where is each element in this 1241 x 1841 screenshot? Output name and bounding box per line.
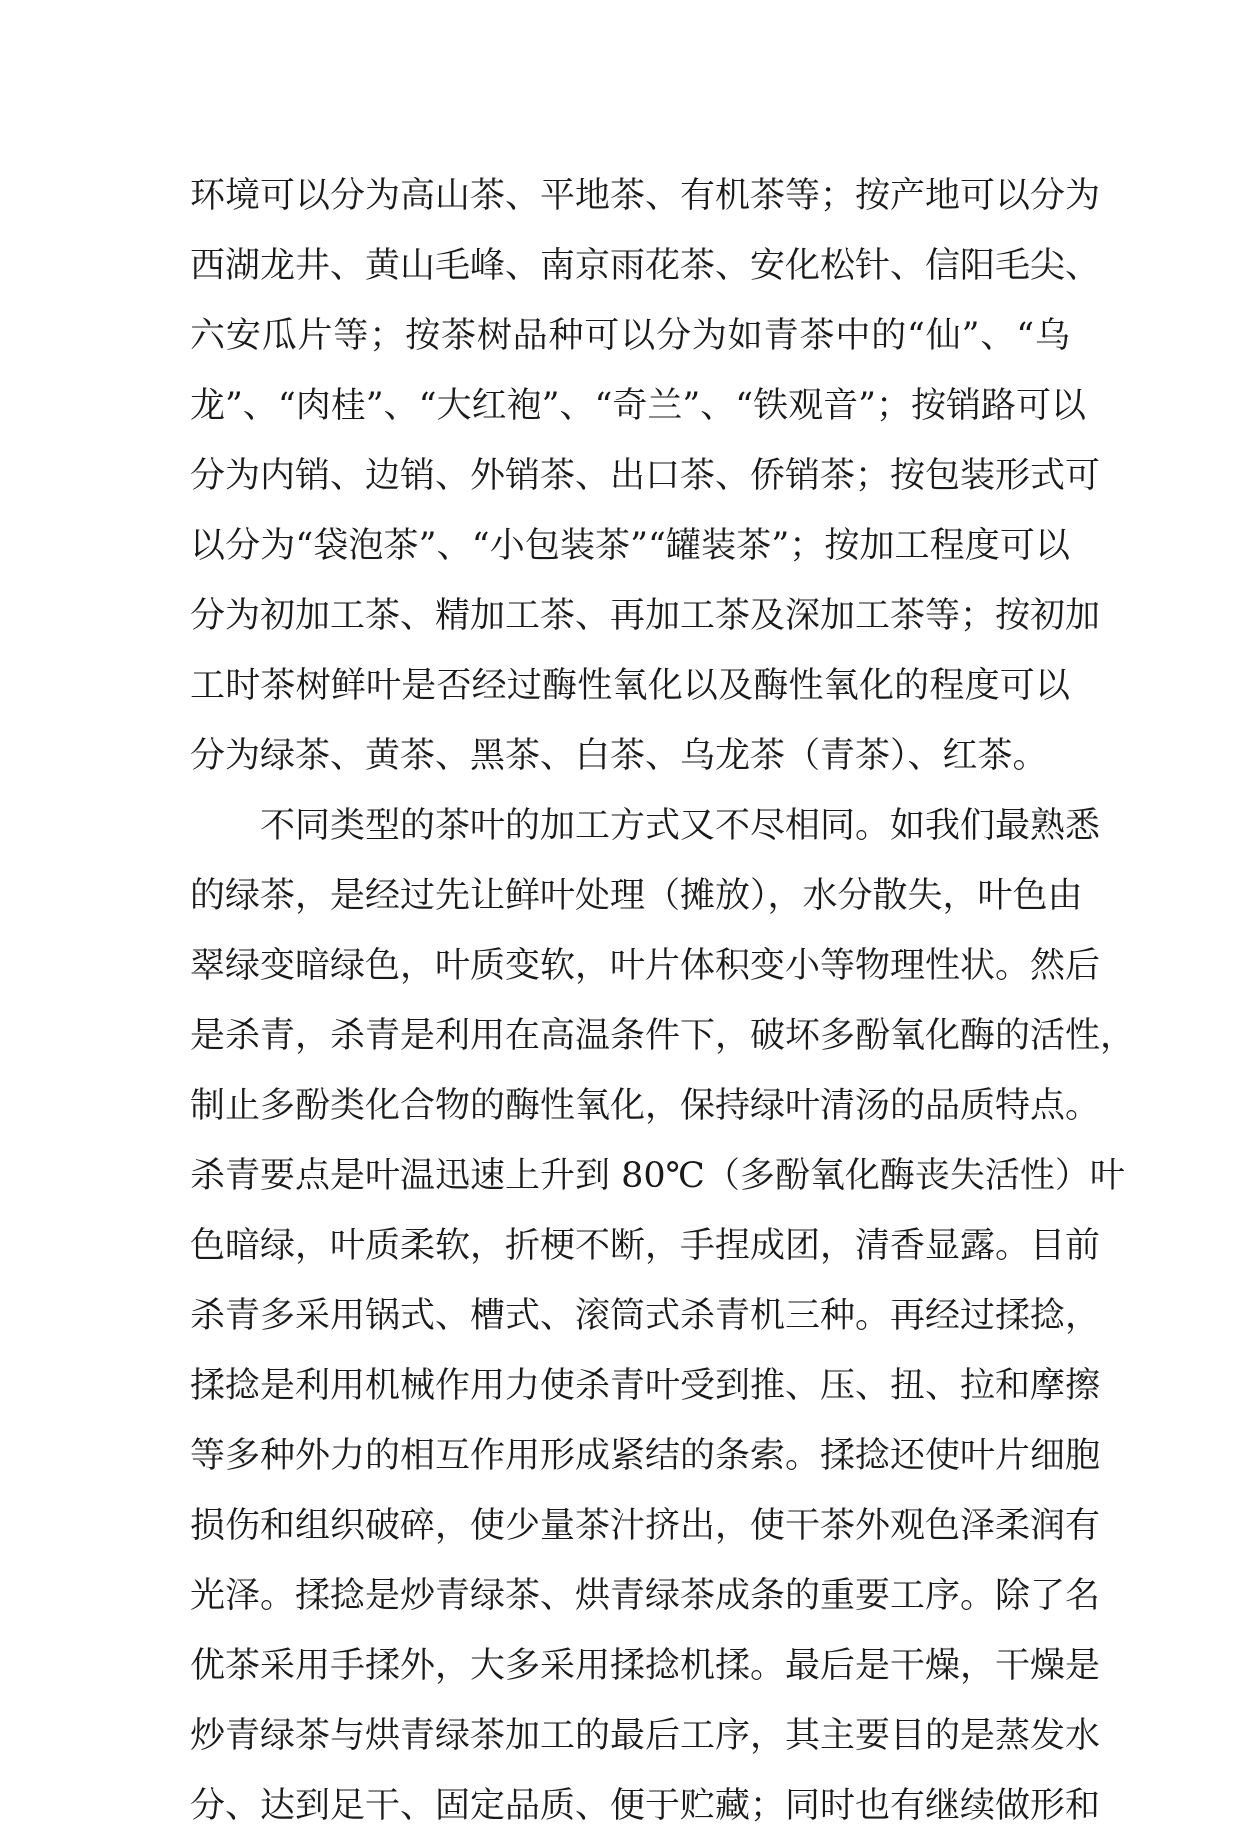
text-line: 六安瓜片等；按茶树品种可以分为如青茶中的“仙”、“乌	[190, 316, 1070, 356]
text-line: 翠绿变暗绿色，叶质变软，叶片体积变小等物理性状。然后	[190, 946, 1101, 986]
paragraph-2	[190, 791, 1136, 1841]
text-line: 揉捻是利用机械作用力使杀青叶受到推、压、扭、拉和摩擦	[190, 1366, 1101, 1406]
text-line: 等多种外力的相互作用形成紧结的条索。揉捻还使叶片细胞	[190, 1436, 1101, 1476]
text-line: 杀青多采用锅式、槽式、滚筒式杀青机三种。再经过揉捻，	[190, 1296, 1101, 1336]
text-line: 杀青要点是叶温迅速上升到 80℃（多酚氧化酶丧失活性）叶	[190, 1156, 1125, 1196]
text-line: 的绿茶，是经过先让鲜叶处理（摊放），水分散失，叶色由	[190, 876, 1083, 916]
body-text	[190, 161, 1136, 1841]
text-line: 分、达到足干、固定品质、便于贮藏；同时也有继续做形和	[190, 1786, 1101, 1826]
text-line: 光泽。揉捻是炒青绿茶、烘青绿茶成条的重要工序。除了名	[190, 1576, 1101, 1616]
text-line: 西湖龙井、黄山毛峰、南京雨花茶、安化松针、信阳毛尖、	[190, 246, 1101, 286]
text-line: 是杀青，杀青是利用在高温条件下，破坏多酚氧化酶的活性，	[190, 1016, 1136, 1056]
text-line: 工时茶树鲜叶是否经过酶性氧化以及酶性氧化的程度可以	[190, 666, 1070, 706]
text-line: 分为内销、边销、外销茶、出口茶、侨销茶；按包装形式可	[190, 456, 1101, 496]
paragraph-1	[190, 161, 1101, 791]
text-line: 不同类型的茶叶的加工方式又不尽相同。如我们最熟悉	[260, 806, 1101, 846]
text-line: 分为初加工茶、精加工茶、再加工茶及深加工茶等；按初加	[190, 596, 1101, 636]
text-line: 制止多酚类化合物的酶性氧化，保持绿叶清汤的品质特点。	[190, 1086, 1101, 1126]
text-line: 损伤和组织破碎，使少量茶汁挤出，使干茶外观色泽柔润有	[190, 1506, 1101, 1546]
text-line: 炒青绿茶与烘青绿茶加工的最后工序，其主要目的是蒸发水	[190, 1716, 1101, 1756]
text-line: 色暗绿，叶质柔软，折梗不断，手捏成团，清香显露。目前	[190, 1226, 1101, 1266]
text-line: 分为绿茶、黄茶、黑茶、白茶、乌龙茶（青茶）、红茶。	[190, 736, 1048, 776]
text-line: 优茶采用手揉外，大多采用揉捻机揉。最后是干燥，干燥是	[190, 1646, 1101, 1686]
text-line: 以分为“袋泡茶”、“小包装茶”“罐装茶”；按加工程度可以	[190, 526, 1070, 566]
text-line: 环境可以分为高山茶、平地茶、有机茶等；按产地可以分为	[190, 176, 1101, 216]
text-line: 龙”、“肉桂”、“大红袍”、“奇兰”、“铁观音”；按销路可以	[190, 386, 1087, 426]
